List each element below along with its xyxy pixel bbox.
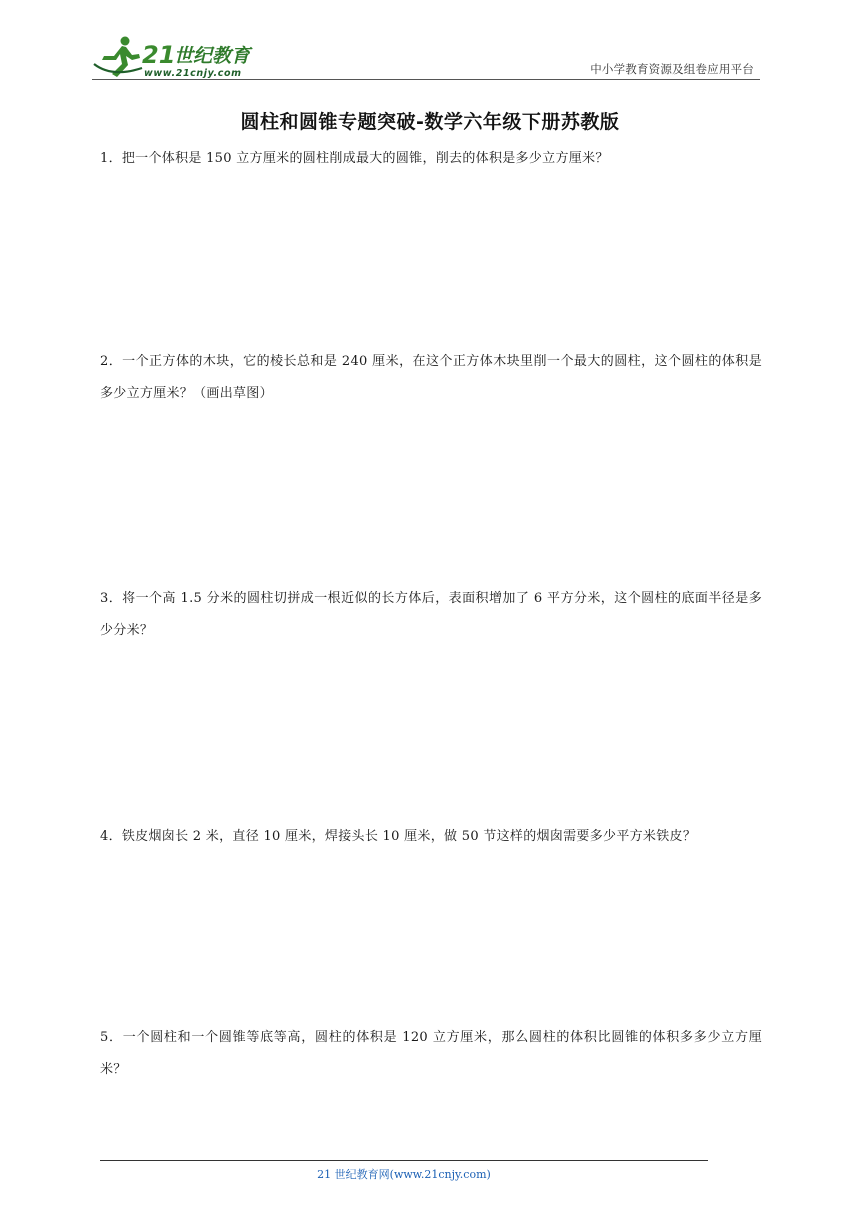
question-3: 3．将一个高 1.5 分米的圆柱切拼成一根近似的长方体后，表面积增加了 6 平方分米，这个圆柱的底面半径是多少分米？ [100, 591, 762, 638]
runner-icon [94, 37, 142, 78]
site-logo [92, 34, 262, 80]
svg-text:www.21cnjy.com: www.21cnjy.com [144, 68, 242, 79]
page-header [92, 28, 760, 80]
svg-text:21: 21 [142, 41, 176, 69]
footer-divider [100, 1160, 708, 1161]
question-5: 5．一个圆柱和一个圆锥等底等高，圆柱的体积是 120 立方厘米，那么圆柱的体积比圆锥的体积多多少立方厘米？ [100, 1030, 762, 1077]
header-divider [92, 79, 760, 80]
question-2: 2．一个正方体的木块，它的棱长总和是 240 厘米，在这个正方体木块里削一个最大的圆柱，这个圆柱的体积是多少立方厘米？（画出草图） [100, 354, 762, 401]
question-1: 1．把一个体积是 150 立方厘米的圆柱削成最大的圆锥，削去的体积是多少立方厘米？ [100, 151, 609, 166]
page-title: 圆柱和圆锥专题突破-数学六年级下册苏教版 [240, 111, 620, 133]
platform-tagline: 中小学教育资源及组卷应用平台 [590, 62, 754, 76]
svg-text:世纪教育: 世纪教育 [174, 45, 251, 67]
question-4: 4．铁皮烟囱长 2 米，直径 10 厘米，焊接头长 10 厘米，做 50 节这样的烟囱需要多少平方米铁皮？ [100, 829, 697, 844]
footer-link[interactable]: 21 世纪教育网(www.21cnjy.com) [317, 1168, 491, 1181]
